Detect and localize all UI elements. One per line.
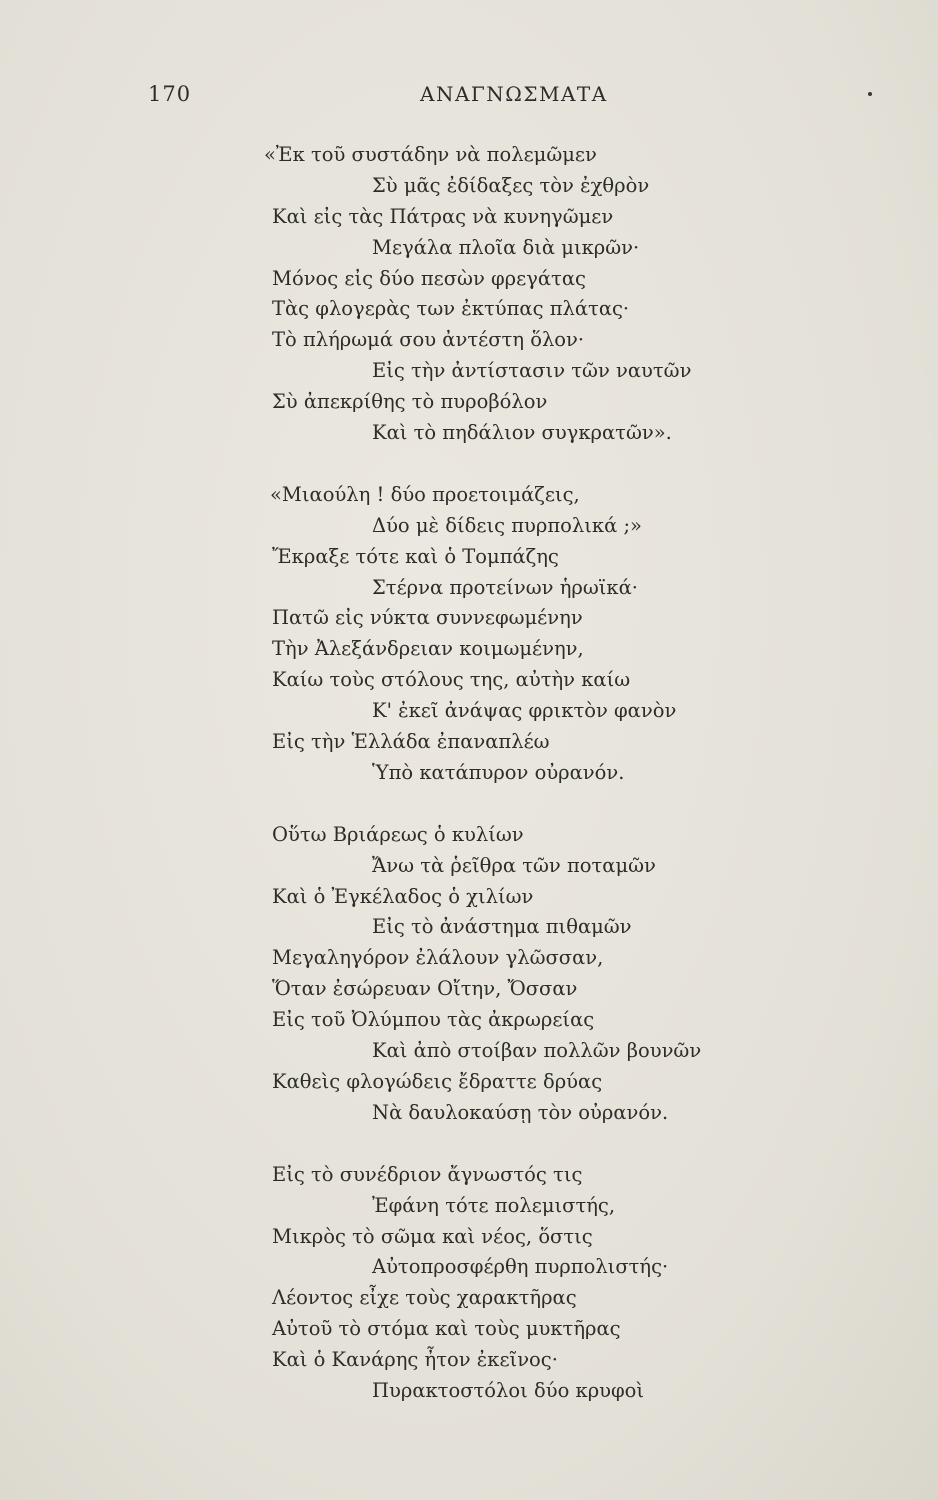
verse-line: Ὑπὸ κατάπυρον οὐρανόν. — [372, 760, 625, 784]
verse-line: Πατῶ εἰς νύκτα συννεφωμένην — [272, 606, 583, 630]
verse-line: Καὶ εἰς τὰς Πάτρας νὰ κυνηγῶμεν — [272, 204, 614, 228]
verse-line: Καὶ ὁ Ἐγκέλαδος ὁ χιλίων — [272, 884, 534, 908]
verse-line: Τὸ πλήρωμά σου ἀντέστη ὅλον· — [272, 328, 585, 352]
verse-line: Οὕτω Βριάρεως ὁ κυλίων — [272, 822, 524, 846]
verse-line: «Ἐκ τοῦ συστάδην νὰ πολεμῶμεν — [264, 143, 597, 166]
verse-line: Σὺ ἀπεκρίθης τὸ πυροβόλον — [272, 390, 548, 414]
verse-line: Ὅταν ἐσώρευαν Οἴτην, Ὄσσαν — [272, 977, 578, 1001]
verse-line: Πυρακτοστόλοι δύο κρυφοὶ — [372, 1378, 645, 1402]
verse-line: Σὺ μᾶς ἐδίδαξες τὸν ἐχθρὸν — [372, 173, 650, 197]
page-header — [0, 82, 938, 112]
verse-line: Καὶ ὁ Κανάρης ἦτον ἐκεῖνος· — [272, 1348, 558, 1372]
verse-line: Ἔκραξε τότε καὶ ὁ Τομπάζης — [272, 544, 559, 568]
verse-line: Μικρὸς τὸ σῶμα καὶ νέος, ὅστις — [272, 1224, 593, 1248]
print-mark — [868, 92, 872, 96]
verse-line: Ἄνω τὰ ῥεῖθρα τῶν ποταμῶν — [372, 853, 656, 877]
verse-line: Εἰς τὸ συνέδριον ἄγνωστός τις — [272, 1162, 583, 1186]
verse-line: Νὰ δαυλοκαύσῃ τὸν οὐρανόν. — [372, 1100, 669, 1124]
poem — [264, 140, 892, 1438]
stanza-3 — [272, 820, 892, 1129]
verse-line: Αὐτοῦ τὸ στόμα καὶ τοὺς μυκτῆρας — [272, 1317, 621, 1341]
verse-line: Εἰς τὴν Ἑλλάδα ἐπαναπλέω — [272, 730, 550, 754]
verse-line: Κ' ἐκεῖ ἀνάψας φρικτὸν φανὸν — [372, 699, 677, 723]
verse-line: Μεγάλα πλοῖα διὰ μικρῶν· — [372, 235, 640, 259]
verse-line: Τὴν Ἀλεξάνδρειαν κοιμωμένην, — [272, 637, 584, 661]
verse-line: Καίω τοὺς στόλους της, αὐτὴν καίω — [272, 668, 631, 692]
running-head: ΑΝΑΓΝΩΣΜΑΤΑ — [420, 82, 608, 106]
verse-line: Αὐτοπροσφέρθη πυρπολιστής· — [372, 1255, 669, 1279]
verse-line: Εἰς τὴν ἀντίστασιν τῶν ναυτῶν — [372, 359, 692, 383]
verse-line: Δύο μὲ δίδεις πυρπολικά ;» — [372, 513, 642, 537]
verse-line: Καθεὶς φλογώδεις ἔδραττε δρύας — [272, 1069, 603, 1093]
verse-line: Καὶ ἀπὸ στοίβαν πολλῶν βουνῶν — [372, 1039, 702, 1063]
page-number: 170 — [148, 82, 192, 106]
verse-line: Λέοντος εἶχε τοὺς χαρακτῆρας — [272, 1286, 577, 1310]
verse-line: Στέρνα προτείνων ἡρωϊκά· — [372, 575, 638, 599]
stanza-1 — [264, 140, 892, 449]
verse-line: Μεγαληγόρον ἐλάλουν γλῶσσαν, — [272, 946, 604, 970]
verse-line: Εἰς τοῦ Ὀλύμπου τὰς ἀκρωρείας — [272, 1008, 595, 1032]
verse-line: Τὰς φλογερὰς των ἐκτύπας πλάτας· — [272, 297, 630, 321]
verse-line: Καὶ τὸ πηδάλιον συγκρατῶν». — [372, 421, 672, 445]
verse-line: «Μιαούλη ! δύο προετοιμάζεις, — [270, 482, 580, 506]
verse-line: Ἐφάνη τότε πολεμιστής, — [372, 1193, 616, 1217]
verse-line: Μόνος εἰς δύο πεσὼν φρεγάτας — [272, 266, 586, 290]
stanza-2 — [272, 480, 892, 789]
stanza-4 — [272, 1160, 892, 1407]
verse-line: Εἰς τὸ ἀνάστημα πιθαμῶν — [372, 915, 632, 939]
